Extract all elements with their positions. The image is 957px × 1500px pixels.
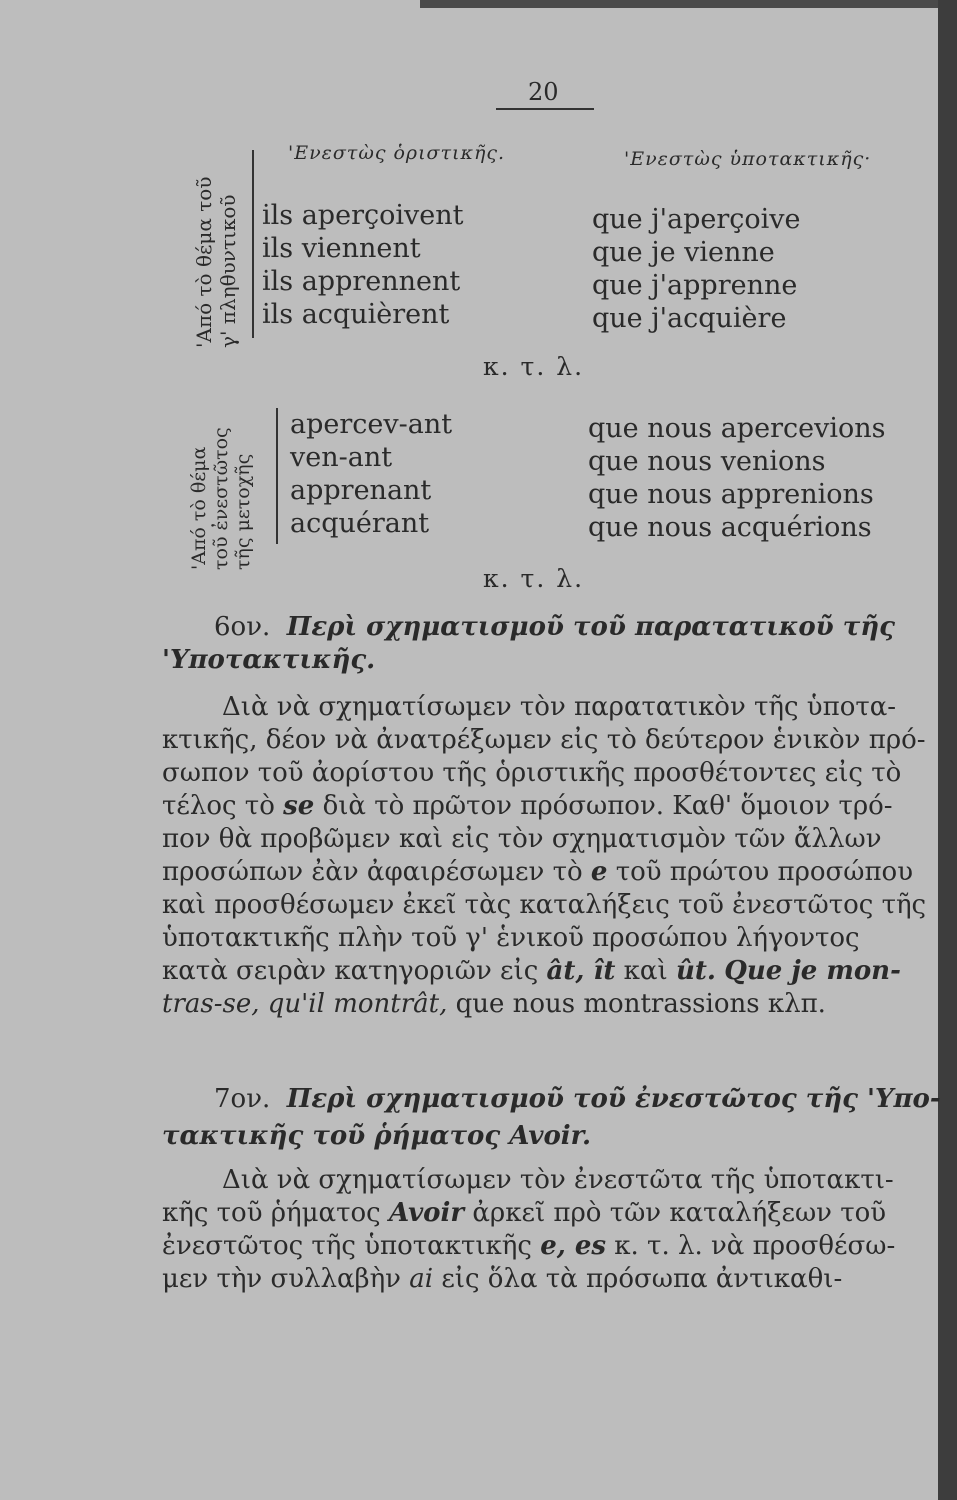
section6-heading xyxy=(214,612,895,642)
section7-heading-cont xyxy=(162,1121,591,1151)
paragraph-line: tras-se, qu'il montrât, que nous montrassions κλπ. xyxy=(162,989,826,1019)
etc-marker-1: κ. τ. λ. xyxy=(483,352,585,381)
section7-heading xyxy=(214,1084,941,1114)
page-number-rule xyxy=(496,108,594,110)
section6-title-line1: Περὶ σχηματισμοῦ τοῦ παρατατικοῦ τῆς xyxy=(286,612,896,642)
group2-side-label-line3: τῆς μετοχῆς xyxy=(232,453,254,570)
list-item: apercev-ant xyxy=(290,409,453,440)
list-item: ils viennent xyxy=(262,233,421,264)
list-item: ils acquièrent xyxy=(262,299,450,330)
group2-participle-list xyxy=(290,408,452,540)
paragraph-line: μεν τὴν συλλαβὴν ai εἰς ὅλα τὰ πρόσωπα ἀντικαθι- xyxy=(162,1264,843,1294)
group2-brace xyxy=(276,408,278,544)
group2-side-label-line1: 'Από τὸ θέμα xyxy=(188,446,210,570)
paragraph-line: Διὰ νὰ σχηματίσωμεν τὸν ἐνεστῶτα τῆς ὑποτακτι- xyxy=(222,1165,894,1195)
group2-subjunctive-list xyxy=(588,412,885,544)
page-binding-edge xyxy=(938,0,957,1500)
group1-side-label-line2: γ' πληθυντικοῦ xyxy=(216,194,240,348)
paragraph-line: πον θὰ προβῶμεν καὶ εἰς τὸν σχηματισμὸν τῶν ἄλλων xyxy=(162,824,882,854)
list-item: que nous acquérions xyxy=(588,512,872,543)
list-item: que j'acquière xyxy=(592,303,787,334)
section6-title-line2: 'Υποτακτικῆς. xyxy=(162,645,376,675)
section7-title-line2: τακτικῆς τοῦ ῥήματος Avoir. xyxy=(162,1121,592,1151)
etc-marker-2: κ. τ. λ. xyxy=(483,564,585,593)
paragraph-line: σωπον τοῦ ἀορίστου τῆς ὁριστικῆς προσθέτοντες εἰς τὸ xyxy=(162,758,902,788)
list-item: que j'apprenne xyxy=(592,270,798,301)
group1-subjunctive-list xyxy=(592,203,801,335)
group2-side-label xyxy=(188,427,254,570)
left-column-heading: 'Ενεστὼς ὁριστικῆς. xyxy=(288,142,506,164)
paragraph-line: κτικῆς, δέον νὰ ἀνατρέξωμεν εἰς τὸ δεύτερον ἑνικὸν πρό- xyxy=(162,725,926,755)
list-item: acquérant xyxy=(290,508,430,539)
paragraph-line: ὑποτακτικῆς πλὴν τοῦ γ' ἑνικοῦ προσώπου λήγοντος xyxy=(162,923,860,953)
section6-paragraph xyxy=(162,691,927,1021)
paragraph-line: ἐνεστῶτος τῆς ὑποτακτικῆς e, es κ. τ. λ. νὰ προσθέσω- xyxy=(162,1231,896,1261)
page-top-shadow xyxy=(420,0,940,8)
group1-side-label xyxy=(192,177,240,348)
section7-number: 7ον. xyxy=(214,1084,271,1114)
group1-indicative-list xyxy=(262,199,463,331)
list-item: que nous apprenions xyxy=(588,479,874,510)
page-number: 20 xyxy=(528,78,559,106)
section7-paragraph xyxy=(162,1164,900,1296)
list-item: ils apprennent xyxy=(262,266,461,297)
list-item: que nous apercevions xyxy=(588,413,886,444)
paragraph-line: προσώπων ἐὰν ἀφαιρέσωμεν τὸ e τοῦ πρώτου προσώπου xyxy=(162,857,913,887)
list-item: apprenant xyxy=(290,475,432,506)
group2-side-label-line2: τοῦ ἐνεστῶτος xyxy=(210,427,232,570)
paragraph-line: Διὰ νὰ σχηματίσωμεν τὸν παρατατικὸν τῆς ὑποτα- xyxy=(222,692,897,722)
section7-title-line1: Περὶ σχηματισμοῦ τοῦ ἐνεστῶτος τῆς 'Υπο- xyxy=(286,1084,941,1114)
list-item: que nous venions xyxy=(588,446,826,477)
section6-heading-cont xyxy=(162,645,375,675)
section6-number: 6ον. xyxy=(214,612,271,642)
paragraph-line: κατὰ σειρὰν κατηγοριῶν εἰς ât, ît καὶ ût. Que je mon- xyxy=(162,956,901,986)
list-item: ils aperçoivent xyxy=(262,200,464,231)
right-column-heading: 'Ενεστὼς ὑποτακτικῆς· xyxy=(624,148,872,170)
list-item: que je vienne xyxy=(592,237,775,268)
list-item: que j'aperçoive xyxy=(592,204,801,235)
paragraph-line: κῆς τοῦ ῥήματος Avoir ἀρκεῖ πρὸ τῶν καταλήξεων τοῦ xyxy=(162,1198,887,1228)
group1-side-label-line1: 'Από τὸ θέμα τοῦ xyxy=(192,176,216,348)
paragraph-line: τέλος τὸ se διὰ τὸ πρῶτον πρόσωπον. Καθ' ὅμοιον τρό- xyxy=(162,791,893,821)
paragraph-line: καὶ προσθέσωμεν ἐκεῖ τὰς καταλήξεις τοῦ ἐνεστῶτος τῆς xyxy=(162,890,927,920)
group1-brace xyxy=(252,150,254,338)
list-item: ven-ant xyxy=(290,442,393,473)
